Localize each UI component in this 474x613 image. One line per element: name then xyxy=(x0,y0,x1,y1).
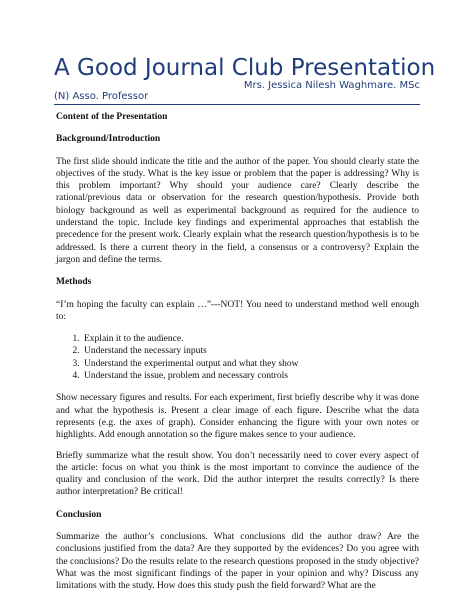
background-heading: Background/Introduction xyxy=(56,134,161,145)
methods-intro: “I’m hoping the faculty can explain …”---NOT! You need to understand method well enough to: xyxy=(56,299,419,322)
contents-heading: Content of the Presentation xyxy=(56,112,168,122)
list-item: 4. Understand the issue, problem and necessary controls xyxy=(82,370,419,382)
author-role: (N) Asso. Professor xyxy=(54,91,149,102)
document-title: A Good Journal Club Presentation xyxy=(54,55,436,81)
author-name: Mrs. Jessica Nilesh Waghmare. MSc xyxy=(243,80,420,91)
list-item: 2. Understand the necessary inputs xyxy=(82,345,419,357)
document-body xyxy=(56,111,419,593)
background-paragraph: The first slide should indicate the title and the author of the paper. You should clearly state the objectives of the study. What is the key issue or problem that the paper is addressing? Why is this problem important? Why should your audience care? Clearly describe the rational/previous data or observation for the research question/hypothesis. Provide both biology background as well as experimental background as required for the audience to understand the topic. Include key findings and experimental approaches that establish the precedence for the present work. Clearly explain what the research question/hypothesis is to be addressed. Is there a current theory in the field, a consensus or a controversy? Explain the jargon and define the terms. xyxy=(56,156,419,265)
conclusion-paragraph: Summarize the author’s conclusions. What conclusions did the author draw? Are the conclusions justified from the data? Are they supported by the evidences? Do you agree with the conclusions? Do the results relate to the research questions proposed in the study objective? What was the most significant findings of the paper in your opinion and why? Discuss any limitations with the study. How does this study push the field forward? What are the xyxy=(56,532,420,592)
header-divider xyxy=(54,104,420,105)
conclusion-heading: Conclusion xyxy=(56,509,102,520)
list-item: 3. Understand the experimental output and what they show xyxy=(82,358,419,370)
figures-paragraph: Show necessary figures and results. For each experiment, first briefly describe why it was done and what the hypothesis is. Present a clear image of each figure. Describe what the data represents (e.g. the axes of graph). Consider enhancing the figure with your own notes or highlights. Add enough annotation so the figure makes sence to your audience. xyxy=(56,393,419,441)
methods-heading: Methods xyxy=(56,277,92,288)
methods-list xyxy=(56,333,419,382)
results-paragraph: Briefly summarize what the result show. You don’t necessarily need to cover every aspect of the article: focus on what you think is the most important to convince the audience of the quality and conclusion of the work. Did the author interpret the results correctly? Is there author interpretation? Be critical! xyxy=(56,450,419,498)
list-item: 1. Explain it to the audience. xyxy=(82,333,419,345)
